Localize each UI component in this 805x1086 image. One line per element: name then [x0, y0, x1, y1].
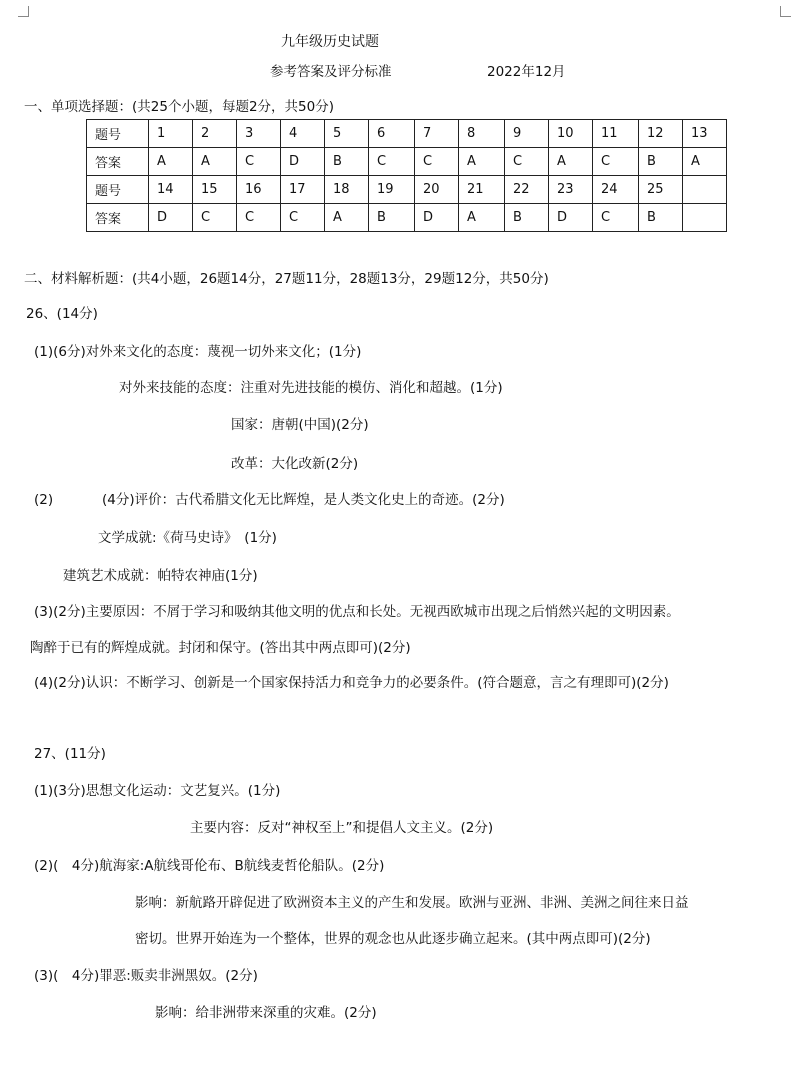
table-cell: 19 [369, 176, 415, 204]
table-cell: D [149, 204, 193, 232]
q27-title: 27、(11分) [34, 746, 106, 762]
table-cell: A [325, 204, 369, 232]
table-cell: 16 [237, 176, 281, 204]
q27-line-4: 影响：新航路开辟促进了欧洲资本主义的产生和发展。欧洲与亚洲、非洲、美洲之间往来日益 [135, 895, 689, 911]
q26-line-5: (4分)评价：古代希腊文化无比辉煌，是人类文化史上的奇迹。(2分) [102, 492, 505, 508]
table-cell: D [415, 204, 459, 232]
table-cell: 6 [369, 120, 415, 148]
table-cell: 9 [505, 120, 549, 148]
table-cell: 8 [459, 120, 505, 148]
table-cell: 11 [593, 120, 639, 148]
table-cell: 23 [549, 176, 593, 204]
table-cell: 5 [325, 120, 369, 148]
table-cell: D [549, 204, 593, 232]
answer-row [87, 204, 727, 232]
table-cell: C [237, 148, 281, 176]
page-subtitle: 参考答案及评分标准 [270, 64, 392, 80]
table-cell [683, 204, 727, 232]
table-cell: 21 [459, 176, 505, 204]
q26-line-1: (1)(6分)对外来文化的态度：蔑视一切外来文化；(1分) [34, 344, 362, 360]
q27-line-3: (2)( 4分)航海家:A航线哥伦布、B航线麦哲伦船队。(2分) [34, 858, 385, 874]
table-cell: 24 [593, 176, 639, 204]
table-cell: C [593, 204, 639, 232]
table-cell: A [193, 148, 237, 176]
q27-line-7: 影响：给非洲带来深重的灾难。(2分) [155, 1005, 377, 1021]
q26-line-9: 陶醉于已有的辉煌成就。封闭和保守。(答出其中两点即可)(2分) [30, 640, 411, 656]
table-cell: C [193, 204, 237, 232]
table-cell: 10 [549, 120, 593, 148]
corner-mark-top-right [780, 6, 791, 17]
table-cell: 25 [639, 176, 683, 204]
table-cell: 17 [281, 176, 325, 204]
section1-heading: 一、单项选择题：(共25个小题，每题2分，共50分) [24, 99, 334, 115]
question-number-row [87, 120, 727, 148]
table-cell: 18 [325, 176, 369, 204]
row-label-cell: 答案 [87, 204, 149, 232]
table-cell: D [281, 148, 325, 176]
table-cell: B [639, 148, 683, 176]
table-cell: A [459, 204, 505, 232]
row-label-cell: 题号 [87, 176, 149, 204]
q27-line-6: (3)( 4分)罪恶:贩卖非洲黑奴。(2分) [34, 968, 258, 984]
page-date: 2022年12月 [487, 64, 566, 80]
table-cell: C [237, 204, 281, 232]
q26-line-2: 对外来技能的态度：注重对先进技能的模仿、消化和超越。(1分) [119, 380, 503, 396]
corner-mark-top-left [18, 6, 29, 17]
table-cell: A [549, 148, 593, 176]
table-cell: C [369, 148, 415, 176]
table-cell [683, 176, 727, 204]
table-cell: A [683, 148, 727, 176]
row-label-cell: 题号 [87, 120, 149, 148]
answer-table [86, 119, 727, 232]
question-number-row [87, 176, 727, 204]
q26-line-10: (4)(2分)认识：不断学习、创新是一个国家保持活力和竞争力的必要条件。(符合题意，言之有理即可)(2分) [34, 675, 669, 691]
q26-line-7: 建筑艺术成就：帕特农神庙(1分) [63, 568, 258, 584]
q26-line-5-number: (2) [34, 492, 54, 508]
table-cell: 2 [193, 120, 237, 148]
q27-line-2: 主要内容：反对“神权至上”和提倡人文主义。(2分) [190, 820, 494, 836]
section2-heading: 二、材料解析题：(共4小题，26题14分，27题11分，28题13分，29题12分，共50分) [24, 271, 549, 287]
page-title: 九年级历史试题 [281, 34, 379, 50]
table-cell: 22 [505, 176, 549, 204]
table-cell: 4 [281, 120, 325, 148]
table-cell: B [639, 204, 683, 232]
table-cell: C [281, 204, 325, 232]
q26-line-8: (3)(2分)主要原因：不屑于学习和吸纳其他文明的优点和长处。无视西欧城市出现之后悄然兴起的文明因素。 [34, 604, 680, 620]
q26-line-6: 文学成就:《荷马史诗》 (1分) [98, 530, 277, 546]
table-cell: C [415, 148, 459, 176]
q27-line-5: 密切。世界开始连为一个整体，世界的观念也从此逐步确立起来。(其中两点即可)(2分) [135, 931, 651, 947]
table-cell: 7 [415, 120, 459, 148]
row-label-cell: 答案 [87, 148, 149, 176]
table-cell: 3 [237, 120, 281, 148]
table-cell: 20 [415, 176, 459, 204]
table-cell: B [505, 204, 549, 232]
table-cell: A [149, 148, 193, 176]
q26-line-3: 国家：唐朝(中国)(2分) [231, 417, 369, 433]
table-cell: 13 [683, 120, 727, 148]
q26-line-4: 改革：大化改新(2分) [231, 456, 359, 472]
table-cell: 15 [193, 176, 237, 204]
table-cell: A [459, 148, 505, 176]
table-cell: B [325, 148, 369, 176]
q26-title: 26、(14分) [26, 306, 98, 322]
answer-row [87, 148, 727, 176]
table-cell: 12 [639, 120, 683, 148]
table-cell: 1 [149, 120, 193, 148]
table-cell: C [593, 148, 639, 176]
table-cell: C [505, 148, 549, 176]
table-cell: 14 [149, 176, 193, 204]
q27-line-1: (1)(3分)思想文化运动：文艺复兴。(1分) [34, 783, 281, 799]
table-cell: B [369, 204, 415, 232]
